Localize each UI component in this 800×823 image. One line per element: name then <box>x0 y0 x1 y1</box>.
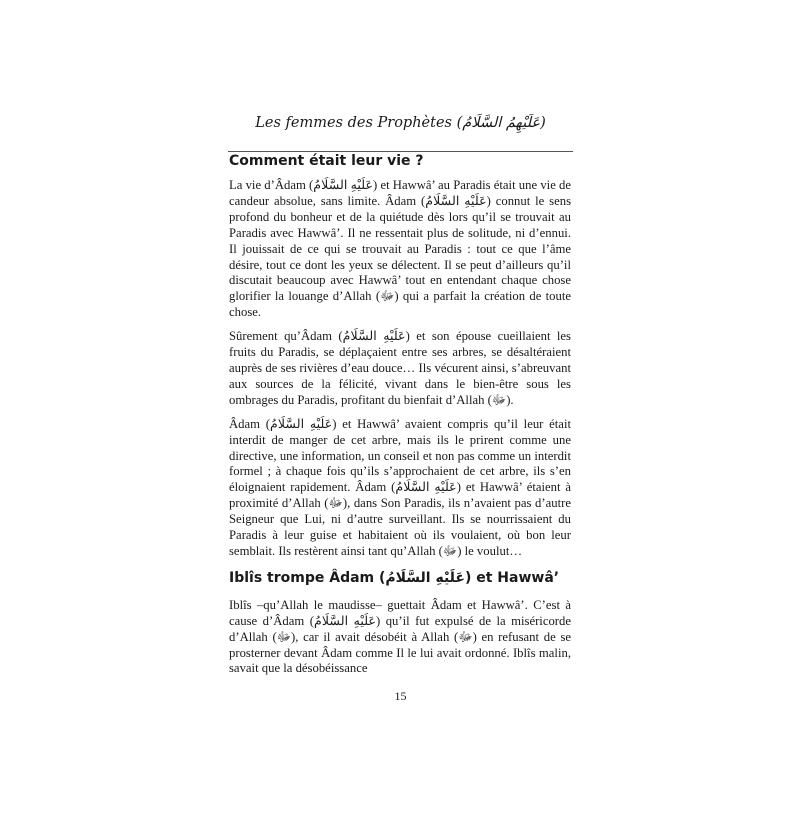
paragraph-4: Iblîs –qu’Allah le maudisse– guettait Âdam et Hawwâ’. C’est à cause d’Âdam (عَلَيْهِ السَّلَامُ) qu’il fut expulsé de la miséricorde d’Allah (ﷻ), car il avait désobéit à Allah (ﷻ) en refusant de se prosterner devant Âdam comme Il le lui avait ordonné. Iblîs malin, savait que la désobéissance <box>229 597 572 676</box>
paragraph-1: La vie d’Âdam (عَلَيْهِ السَّلَامُ) et Hawwâ’ au Paradis était une vie de candeur absolue, sans limite. Âdam (عَلَيْهِ السَّلَامُ) connut le sens profond du bonheur et de la quiétude dès lors qu’il se trouvait au Paradis avec Hawwâ’. Il ne ressentait plus de solitude, ni d’ennui. Il jouissait de ce qui se trouvait au Paradis : tout ce que l’âme désire, tout ce dont les yeux se délectent. Il se peut d’ailleurs qu’il discutait beaucoup avec Hawwâ’ tout en entendant chaque chose glorifier la louange d’Allah (ﷻ) qui a parfait la création de toute chose. <box>229 178 572 320</box>
subsection-heading: Iblîs trompe Âdam (عَلَيْهِ السَّلَامُ) et Hawwâ’ <box>229 569 560 586</box>
running-head: Les femmes des Prophètes (عَلَيْهِمُ السَّلَامُ) <box>255 115 546 131</box>
body-text <box>229 178 571 685</box>
paragraph-3: Âdam (عَلَيْهِ السَّلَامُ) et Hawwâ’ avaient compris qu’il leur était interdit de manger de cet arbre, mais ils le prirent comme une directive, une information, un conseil et non pas comme un interdit formel ; à chaque fois qu’ils s’approchaient de cet arbre, ils s’en éloignaient rapidement. Âdam (عَلَيْهِ السَّلَامُ) et Hawwâ’ étaient à proximité d’Allah (ﷻ), dans Son Paradis, ils n’avaient pas d’autre Seigneur que Lui, ni d’autre surveillant. Ils se nourrissaient du Paradis à leur guise et habitaient où ils voulaient, où bon leur semblait. Ils restèrent ainsi tant qu’Allah (ﷻ) le voulut… <box>229 416 571 558</box>
page-number: 15 <box>394 689 407 703</box>
paragraph-2: Sûrement qu’Âdam (عَلَيْهِ السَّلَامُ) et son épouse cueillaient les fruits du Paradis, se déplaçaient entre ses arbres, se désaltéraient auprès de ses rivières d’eau douce… Ils vécurent ainsi, s’abreuvant aux sources de la félicité, vivant dans le bien-être sous les ombrages du Paradis, profitant du bienfait d’Allah (ﷻ). <box>229 329 571 407</box>
section-heading: Comment était leur vie ? <box>229 153 424 169</box>
